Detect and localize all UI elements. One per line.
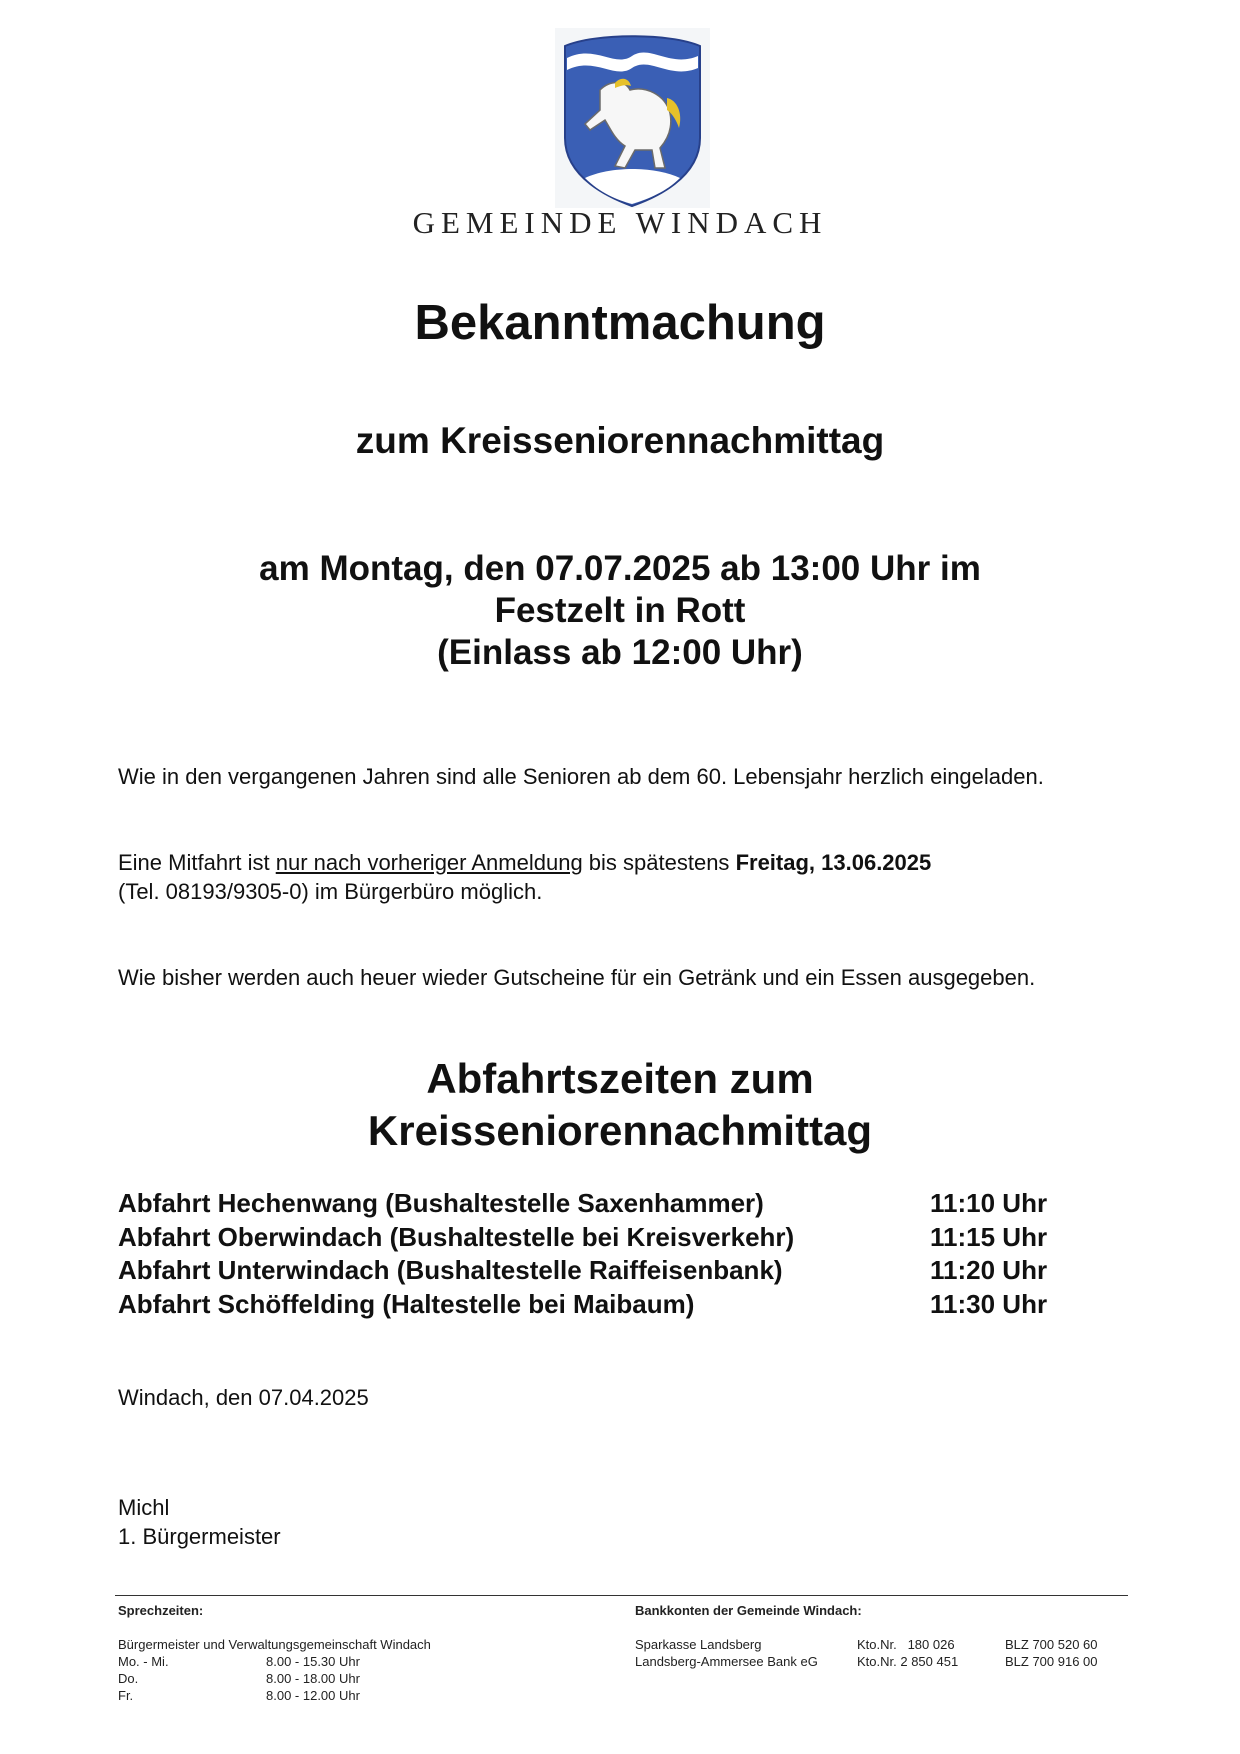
departure-place: Abfahrt Unterwindach (Bushaltestelle Raiffeisenbank) — [118, 1255, 783, 1285]
bank-account-row — [635, 1653, 1098, 1670]
departures-table — [118, 1187, 1078, 1321]
office-hours-time: 8.00 - 18.00 Uhr — [266, 1671, 360, 1686]
bank-name: Sparkasse Landsberg — [635, 1637, 762, 1652]
office-hours-row — [118, 1653, 431, 1670]
departure-row — [118, 1187, 1078, 1221]
departure-row — [118, 1288, 1078, 1322]
bank-name: Landsberg-Ammersee Bank eG — [635, 1654, 818, 1669]
departure-place: Abfahrt Oberwindach (Bushaltestelle bei Kreisverkehr) — [118, 1221, 795, 1252]
bank-accounts — [635, 1636, 1098, 1670]
signer-name: Michl — [118, 1495, 170, 1520]
registration-text: Eine Mitfahrt ist — [118, 850, 276, 875]
notice-subtitle: zum Kreisseniorennachmittag — [355, 420, 885, 461]
office-hours-office: Bürgermeister und Verwaltungsgemeinschaft Windach — [118, 1637, 431, 1652]
departure-row — [118, 1254, 1078, 1288]
event-when — [0, 548, 1240, 674]
departure-time: 11:30 Uhr — [930, 1288, 1048, 1319]
registration-contact: (Tel. 08193/9305-0) im Bürgerbüro möglich. — [118, 879, 543, 904]
footer-divider — [115, 1595, 1128, 1596]
departures-heading — [0, 1053, 1240, 1157]
office-hours — [118, 1636, 431, 1704]
office-hours-days: Fr. — [118, 1688, 134, 1703]
office-hours-days: Do. — [118, 1671, 139, 1686]
signer-role: 1. Bürgermeister — [118, 1524, 281, 1549]
windach-crest-icon — [555, 28, 710, 208]
departure-time: 11:20 Uhr — [930, 1255, 1048, 1285]
event-when-line: am Montag, den 07.07.2025 ab 13:00 Uhr im — [259, 549, 981, 588]
voucher-paragraph: Wie bisher werden auch heuer wieder Gutscheine für ein Getränk und ein Essen ausgegeben. — [118, 965, 1036, 990]
departure-place: Abfahrt Hechenwang (Bushaltestelle Saxenhammer) — [118, 1188, 764, 1218]
office-hours-time: 8.00 - 12.00 Uhr — [266, 1688, 360, 1703]
event-when-line: (Einlass ab 12:00 Uhr) — [437, 633, 803, 672]
bank-blz: BLZ 700 520 60 — [1005, 1637, 1098, 1652]
office-hours-time: 8.00 - 15.30 Uhr — [266, 1654, 360, 1669]
bank-blz: BLZ 700 916 00 — [1005, 1654, 1098, 1669]
departure-time: 11:15 Uhr — [930, 1221, 1048, 1252]
departure-place: Abfahrt Schöffelding (Haltestelle bei Maibaum) — [118, 1288, 695, 1319]
municipality-name: GEMEINDE WINDACH — [412, 205, 828, 240]
bank-account-row — [635, 1636, 1098, 1653]
bank-accounts-heading: Bankkonten der Gemeinde Windach: — [635, 1603, 862, 1618]
registration-text: bis spätestens — [582, 850, 736, 875]
invitation-paragraph: Wie in den vergangenen Jahren sind alle Senioren ab dem 60. Lebensjahr herzlich eingeladen. — [118, 764, 1044, 789]
departure-row — [118, 1221, 1078, 1255]
page-title: Bekanntmachung — [414, 296, 826, 350]
departure-time: 11:10 Uhr — [930, 1188, 1048, 1218]
dateline: Windach, den 07.04.2025 — [118, 1385, 369, 1410]
office-hours-heading: Sprechzeiten: — [118, 1603, 204, 1618]
event-when-line: Festzelt in Rott — [494, 591, 746, 630]
office-hours-row — [118, 1670, 431, 1687]
office-hours-row — [118, 1687, 431, 1704]
departures-heading-line: Abfahrtszeiten zum — [426, 1055, 814, 1102]
registration-paragraph — [118, 848, 1098, 906]
bank-account-number: Kto.Nr. 2 850 451 — [857, 1654, 959, 1669]
departures-heading-line: Kreisseniorennachmittag — [367, 1107, 873, 1154]
bank-account-number: Kto.Nr. 180 026 — [857, 1637, 955, 1652]
signature-block — [118, 1493, 281, 1551]
registration-deadline: Freitag, 13.06.2025 — [735, 850, 932, 875]
registration-underlined: nur nach vorheriger Anmeldung — [275, 850, 583, 875]
office-hours-days: Mo. - Mi. — [118, 1654, 169, 1669]
